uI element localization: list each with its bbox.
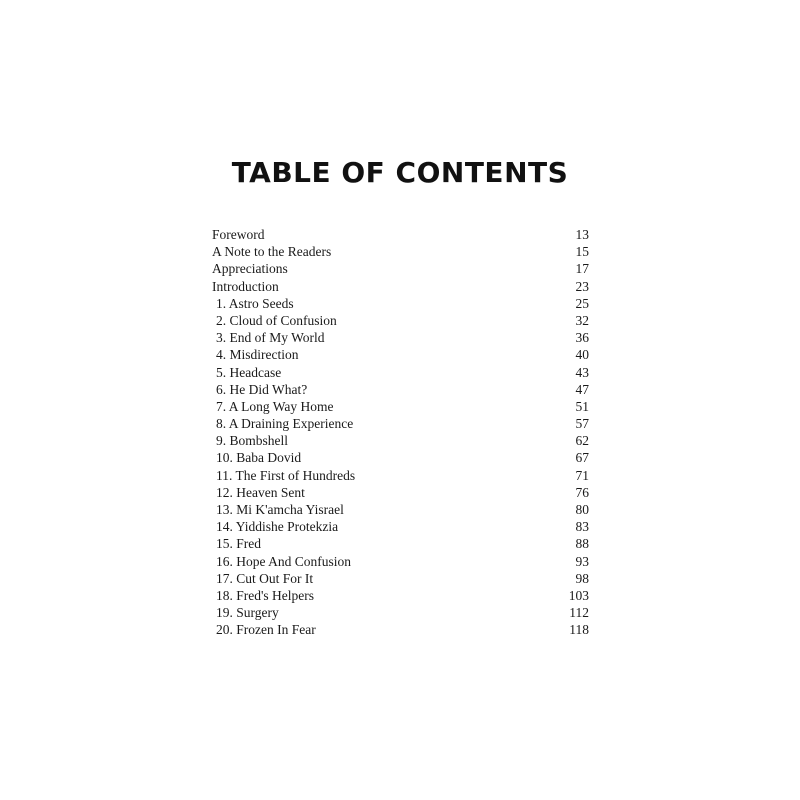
toc-entry-label: 8. A Draining Experience <box>216 416 354 432</box>
toc-entry-page-number: 98 <box>575 570 589 586</box>
toc-entry-page-number: 80 <box>575 502 589 517</box>
toc-entry-page-number: 76 <box>575 484 589 500</box>
toc-entry <box>212 588 589 605</box>
toc-entry <box>212 279 589 296</box>
toc-entry-label: 7. A Long Way Home <box>216 398 334 414</box>
toc-entry-label: 13. Mi K'amcha Yisrael <box>216 502 344 517</box>
toc-entry-label: 6. He Did What? <box>216 381 308 397</box>
toc-entry-page-number: 23 <box>575 278 589 294</box>
toc-entry <box>212 313 589 330</box>
toc-entry-page-number: 103 <box>568 587 589 603</box>
toc-entry <box>212 244 589 261</box>
toc-entry <box>212 296 589 313</box>
toc-entry-page-number: 93 <box>575 553 589 569</box>
toc-entry-label: 5. Headcase <box>216 364 282 380</box>
toc-entry-label: Introduction <box>212 278 279 294</box>
toc-entry-page-number: 47 <box>575 381 589 397</box>
toc-entry <box>212 554 589 571</box>
toc-entry-page-number: 67 <box>575 450 589 466</box>
toc-entry-page-number: 51 <box>575 398 589 414</box>
toc-entry-label: 2. Cloud of Confusion <box>216 312 337 328</box>
toc-entry <box>212 502 589 519</box>
toc-entry <box>212 399 589 416</box>
toc-entry <box>212 433 589 450</box>
toc-entry-label: 1. Astro Seeds <box>216 295 294 311</box>
toc-entry-page-number: 40 <box>575 347 589 363</box>
toc-entry <box>212 382 589 399</box>
toc-entry-page-number: 13 <box>575 227 589 242</box>
toc-entry-label: A Note to the Readers <box>212 244 332 260</box>
toc-entry-label: 11. The First of Hundreds <box>216 467 356 483</box>
toc-entry <box>212 519 589 536</box>
toc-entry-page-number: 57 <box>575 416 589 432</box>
toc-entry-page-number: 17 <box>575 261 589 277</box>
toc-entry <box>212 622 589 639</box>
toc-entry-page-number: 25 <box>575 295 589 311</box>
toc-entry-label: 3. End of My World <box>216 330 325 346</box>
toc-entry <box>212 416 589 433</box>
toc-entry-label: 19. Surgery <box>216 605 279 621</box>
toc-entry-page-number: 62 <box>575 433 589 449</box>
toc-entry-page-number: 43 <box>575 364 589 380</box>
toc-entry-label: 20. Frozen In Fear <box>216 622 316 638</box>
toc-entry <box>212 365 589 382</box>
toc-entry <box>212 536 589 553</box>
toc-entry <box>212 347 589 364</box>
toc-list <box>212 227 589 640</box>
toc-entry-label: 15. Fred <box>216 536 261 552</box>
toc-entry-label: 18. Fred's Helpers <box>216 587 315 603</box>
toc-entry-label: 12. Heaven Sent <box>216 484 305 500</box>
toc-entry-page-number: 15 <box>575 244 589 260</box>
toc-entry-page-number: 83 <box>575 519 589 535</box>
toc-entry <box>212 485 589 502</box>
toc-entry-page-number: 88 <box>575 536 589 552</box>
toc-entry-label: 4. Misdirection <box>216 347 299 363</box>
toc-entry <box>212 261 589 278</box>
toc-entry <box>212 468 589 485</box>
toc-entry-page-number: 32 <box>575 312 589 328</box>
toc-entry-label: 17. Cut Out For It <box>216 570 314 586</box>
toc-entry-label: Appreciations <box>212 261 288 277</box>
toc-entry-page-number: 118 <box>569 622 589 638</box>
toc-entry <box>212 605 589 622</box>
toc-entry <box>212 330 589 347</box>
toc-entry-page-number: 112 <box>569 605 589 621</box>
toc-entry-page-number: 71 <box>575 467 589 483</box>
toc-entry-label: 14. Yiddishe Protekzia <box>216 519 339 535</box>
toc-entry <box>212 571 589 588</box>
toc-entry-label: Foreword <box>212 227 265 242</box>
toc-entry <box>212 227 589 244</box>
toc-entry <box>212 450 589 467</box>
toc-entry-label: 16. Hope And Confusion <box>216 553 351 569</box>
toc-entry-page-number: 36 <box>575 330 589 346</box>
toc-entry-label: 9. Bombshell <box>216 433 289 449</box>
page-title: TABLE OF CONTENTS <box>231 156 569 189</box>
toc-entry-label: 10. Baba Dovid <box>216 450 302 466</box>
